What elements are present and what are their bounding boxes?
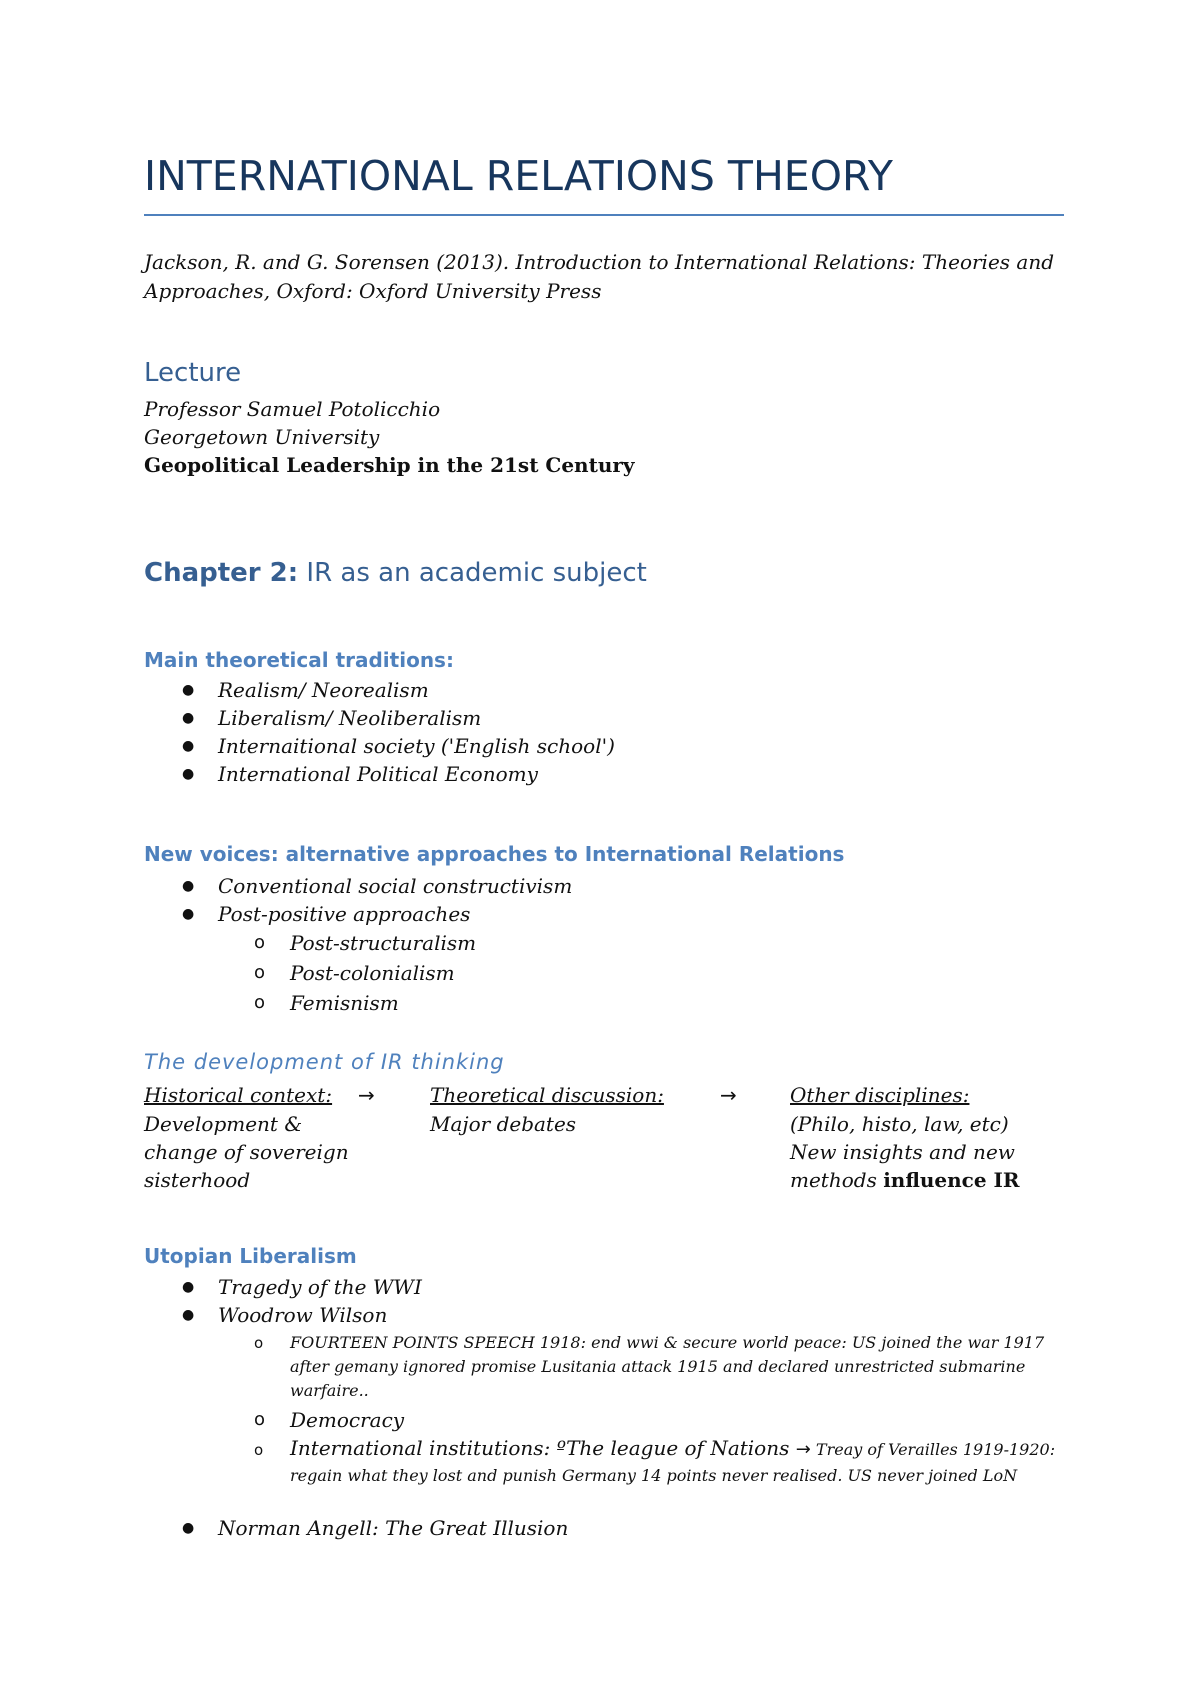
bullet-icon: ● [182, 738, 195, 754]
citation-line-2: Approaches, Oxford: Oxford University Press [144, 279, 602, 303]
col2-line: Major debates [430, 1112, 577, 1136]
utopian-heading: Utopian Liberalism [144, 1244, 357, 1268]
list-item: Liberalism/ Neoliberalism [218, 706, 482, 730]
col3-line-text: methods [790, 1168, 884, 1192]
list-item: International Political Economy [218, 762, 538, 786]
chapter-title: IR as an academic subject [298, 558, 647, 588]
list-item: Norman Angell: The Great Illusion [218, 1516, 569, 1540]
bullet-icon: ● [182, 906, 195, 922]
title-underline-rule [144, 214, 1064, 216]
other-disciplines-label: Other disciplines: [790, 1083, 970, 1107]
sub-list-item-league [290, 1436, 1060, 1488]
lecture-professor: Professor Samuel Potolicchio [144, 397, 441, 421]
sub-list-item: Democracy [290, 1408, 405, 1432]
bullet-icon: ● [182, 766, 195, 782]
new-voices-heading: New voices: alternative approaches to International Relations [144, 842, 845, 866]
col3-line-bold: influence IR [883, 1168, 1020, 1192]
lecture-course: Geopolitical Leadership in the 21st Century [144, 453, 635, 477]
arrow-right-icon: → [358, 1083, 375, 1107]
league-text: International institutions: ºThe league of Nations [290, 1436, 790, 1460]
col3-line: New insights and new [790, 1140, 1015, 1164]
list-item: Tragedy of the WWI [218, 1275, 422, 1299]
col1-line: sisterhood [144, 1168, 251, 1192]
sub-list-item: Post-colonialism [290, 961, 455, 985]
chapter-label: Chapter 2: [144, 558, 299, 588]
list-item: Woodrow Wilson [218, 1303, 388, 1327]
bullet-icon: ● [182, 682, 195, 698]
list-item: Internaitional society ('English school') [218, 734, 615, 758]
bullet-icon: ● [182, 710, 195, 726]
chapter-heading [144, 558, 647, 588]
main-traditions-heading: Main theoretical traditions: [144, 648, 454, 672]
page-title: INTERNATIONAL RELATIONS THEORY [144, 152, 893, 200]
col3-line [790, 1166, 1020, 1194]
list-item: Post-positive approaches [218, 902, 471, 926]
development-heading: The development of IR thinking [144, 1050, 505, 1074]
circle-bullet-icon: o [254, 932, 266, 953]
arrow-right-icon: → [720, 1083, 737, 1107]
list-item: Realism/ Neorealism [218, 678, 429, 702]
theoretical-discussion-label: Theoretical discussion: [430, 1083, 664, 1107]
bullet-icon: ● [182, 1279, 195, 1295]
sub-list-item: Post-structuralism [290, 931, 477, 955]
lecture-heading: Lecture [144, 358, 242, 388]
bullet-icon: ● [182, 1520, 195, 1536]
citation [144, 248, 1064, 306]
col1-line: change of sovereign [144, 1140, 349, 1164]
col1-line: Development & [144, 1112, 303, 1136]
bullet-icon: ● [182, 878, 195, 894]
sub-list-item-fourteen-points: FOURTEEN POINTS SPEECH 1918: end wwi & secure world peace: US joined the war 1917 after gemany ignored promise Lusitania attack 1915 and declared unrestricted submarine warfaire.. [290, 1333, 1045, 1400]
lecture-university: Georgetown University [144, 425, 380, 449]
circle-bullet-icon: o [254, 1334, 264, 1352]
circle-bullet-icon: o [254, 962, 266, 983]
circle-bullet-icon: o [254, 1441, 264, 1459]
circle-bullet-icon: o [254, 1409, 266, 1430]
sub-list-item: Femisnism [290, 991, 399, 1015]
citation-line-1: Jackson, R. and G. Sorensen (2013). Introduction to International Relations: Theories and [144, 250, 1055, 274]
arrow-right-icon: → [795, 1439, 811, 1460]
league-detail: Treay of Verailles 1919-1920: regain what they lost and punish Germany 14 points never realised. US never joined LoN [290, 1440, 1056, 1485]
circle-bullet-icon: o [254, 992, 266, 1013]
historical-context-label: Historical context: [144, 1083, 333, 1107]
bullet-icon: ● [182, 1307, 195, 1323]
col3-line: (Philo, histo, law, etc) [790, 1112, 1009, 1136]
list-item: Conventional social constructivism [218, 874, 573, 898]
